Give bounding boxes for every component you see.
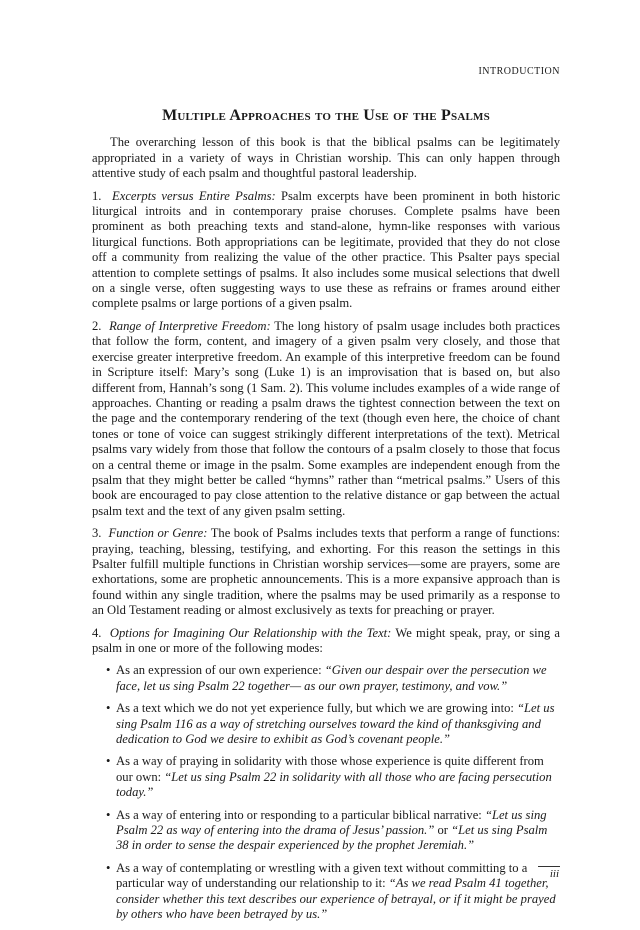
- mode-quote-2: “Let us sing Psalm 38 in order to sense the despair experienced by the prophet Jeremiah.”: [116, 823, 548, 853]
- mode-lead: As a way of praying in solidarity with those whose experience is quite different from our own:: [116, 754, 544, 784]
- section-heading: Options for Imagining Our Relationship with the Text:: [109, 625, 392, 640]
- section-body: The book of Psalms includes texts that perform a range of functions: praying, teaching, blessing, testifying, and exhorting. For this reason the settings in this Psalter fulfill multiple functions in Christian worship services—some are prayers, some are exhortations, some are prophetic announcements. This is a more expansive approach than is found within any single tradition, where the psalms may be used primarily as a response to an Old Testament reading or almost exclusively as texts for preaching or prayer.: [92, 526, 560, 618]
- bullet-icon: •: [106, 663, 111, 678]
- section-heading: Function or Genre:: [108, 526, 208, 541]
- mode-lead: As an expression of our own experience:: [116, 663, 325, 678]
- list-item: [106, 701, 560, 747]
- page-title: Multiple Approaches to the Use of the Psalms: [162, 107, 490, 124]
- page-number: iii: [549, 868, 559, 880]
- section-3: [92, 526, 560, 618]
- mode-quote: “As we read Psalm 41 together, consider whether this text describes our experience of betrayal, or if it might be prayed by others who have been betrayed by us.”: [116, 876, 556, 922]
- list-item: [106, 663, 560, 694]
- section-number: 4.: [92, 625, 102, 640]
- mode-quote: “Let us sing Psalm 22 as way of entering into the drama of Jesus’ passion.”: [116, 807, 547, 838]
- mode-lead: As a way of contemplating or wrestling with a given text without committing to a particular way of understanding our relationship to it:: [116, 860, 528, 891]
- page-body: [92, 108, 560, 930]
- section-body: The long history of psalm usage includes both practices that follow the form, content, and imagery of a given psalm very closely, and those that exercise greater interpretive freedom. An example of this interpretive freedom can be found in Scripture itself: Mary’s song (Luke 1) is an improvisation that is based on, but also different from, Hannah’s song (1 Sam. 2). This volume includes examples of a wide range of approaches. Chanting or reading a psalm draws the tightest connection between the text on the page and the contemporary rendering of the text (though even here, the choice of chant tones or tone of voice can suggest strikingly different interpretations of the text). Metrical psalms vary widely from those that follow the contours of a psalm closely to those that focus on a central theme or image in the psalm. Some examples are independent enough from the psalm that they might better be called “hymns” rather than “metrical psalms.” Users of this book are encouraged to pay close attention to the relative distance or gap between the actual psalm text and the text of any given psalm setting.: [92, 318, 561, 518]
- section-body: We might speak, pray, or sing a psalm in one or more of the following modes:: [92, 625, 561, 655]
- section-number: 3.: [92, 526, 102, 541]
- intro-paragraph: The overarching lesson of this book is that the biblical psalms can be legitimately appropriated in a variety of ways in Christian worship. This can only happen through attentive study of each psalm and thoughtful pastoral leadership.: [92, 135, 560, 181]
- running-head: INTRODUCTION: [478, 66, 560, 77]
- mode-lead: As a way of entering into or responding to a particular biblical narrative:: [116, 807, 485, 822]
- list-item: [106, 754, 560, 800]
- section-number: 2.: [92, 318, 102, 333]
- mode-quote: “Given our despair over the persecution we face, let us sing Psalm 22 together— as our own prayer, testimony, and vow.”: [116, 663, 547, 693]
- section-heading: Excerpts versus Entire Psalms:: [112, 188, 276, 203]
- mode-connector: or: [434, 823, 452, 838]
- bullet-icon: •: [106, 754, 111, 769]
- section-body: Psalm excerpts have been prominent in both historic liturgical introits and in contemporary praise choruses. Complete psalms have been prominent as both preaching texts and stand-alone, hymn-like responses with various liturgical functions. Both appropriations can be legitimate, provided that they do not close off a community from realizing the value of the other practice. This Psalter pays special attention to complete settings of psalms. It also includes some musical selections that dwell on a single verse, often suggesting ways to use these as refrains or frames around either complete psalms or large portions of a given psalm.: [92, 188, 561, 311]
- section-2: [92, 319, 560, 519]
- section-4: [92, 626, 560, 657]
- list-item: [106, 808, 560, 854]
- section-1: [92, 189, 560, 312]
- mode-lead: As a text which we do not yet experience fully, but which we are growing into:: [116, 701, 518, 716]
- modes-list: [106, 663, 560, 922]
- mode-quote: “Let us sing Psalm 116 as a way of stretching ourselves toward the kind of thanksgiving and dedication to God we desire to exhibit as God’s covenant people.”: [116, 701, 555, 747]
- folio-rule: [538, 866, 560, 867]
- section-number: 1.: [92, 188, 102, 203]
- bullet-icon: •: [106, 807, 111, 822]
- bullet-icon: •: [106, 701, 111, 716]
- list-item: [106, 861, 560, 923]
- bullet-icon: •: [106, 860, 111, 875]
- mode-quote: “Let us sing Psalm 22 in solidarity with all those who are facing persecution today.”: [116, 769, 552, 800]
- section-heading: Range of Interpretive Freedom:: [109, 318, 271, 333]
